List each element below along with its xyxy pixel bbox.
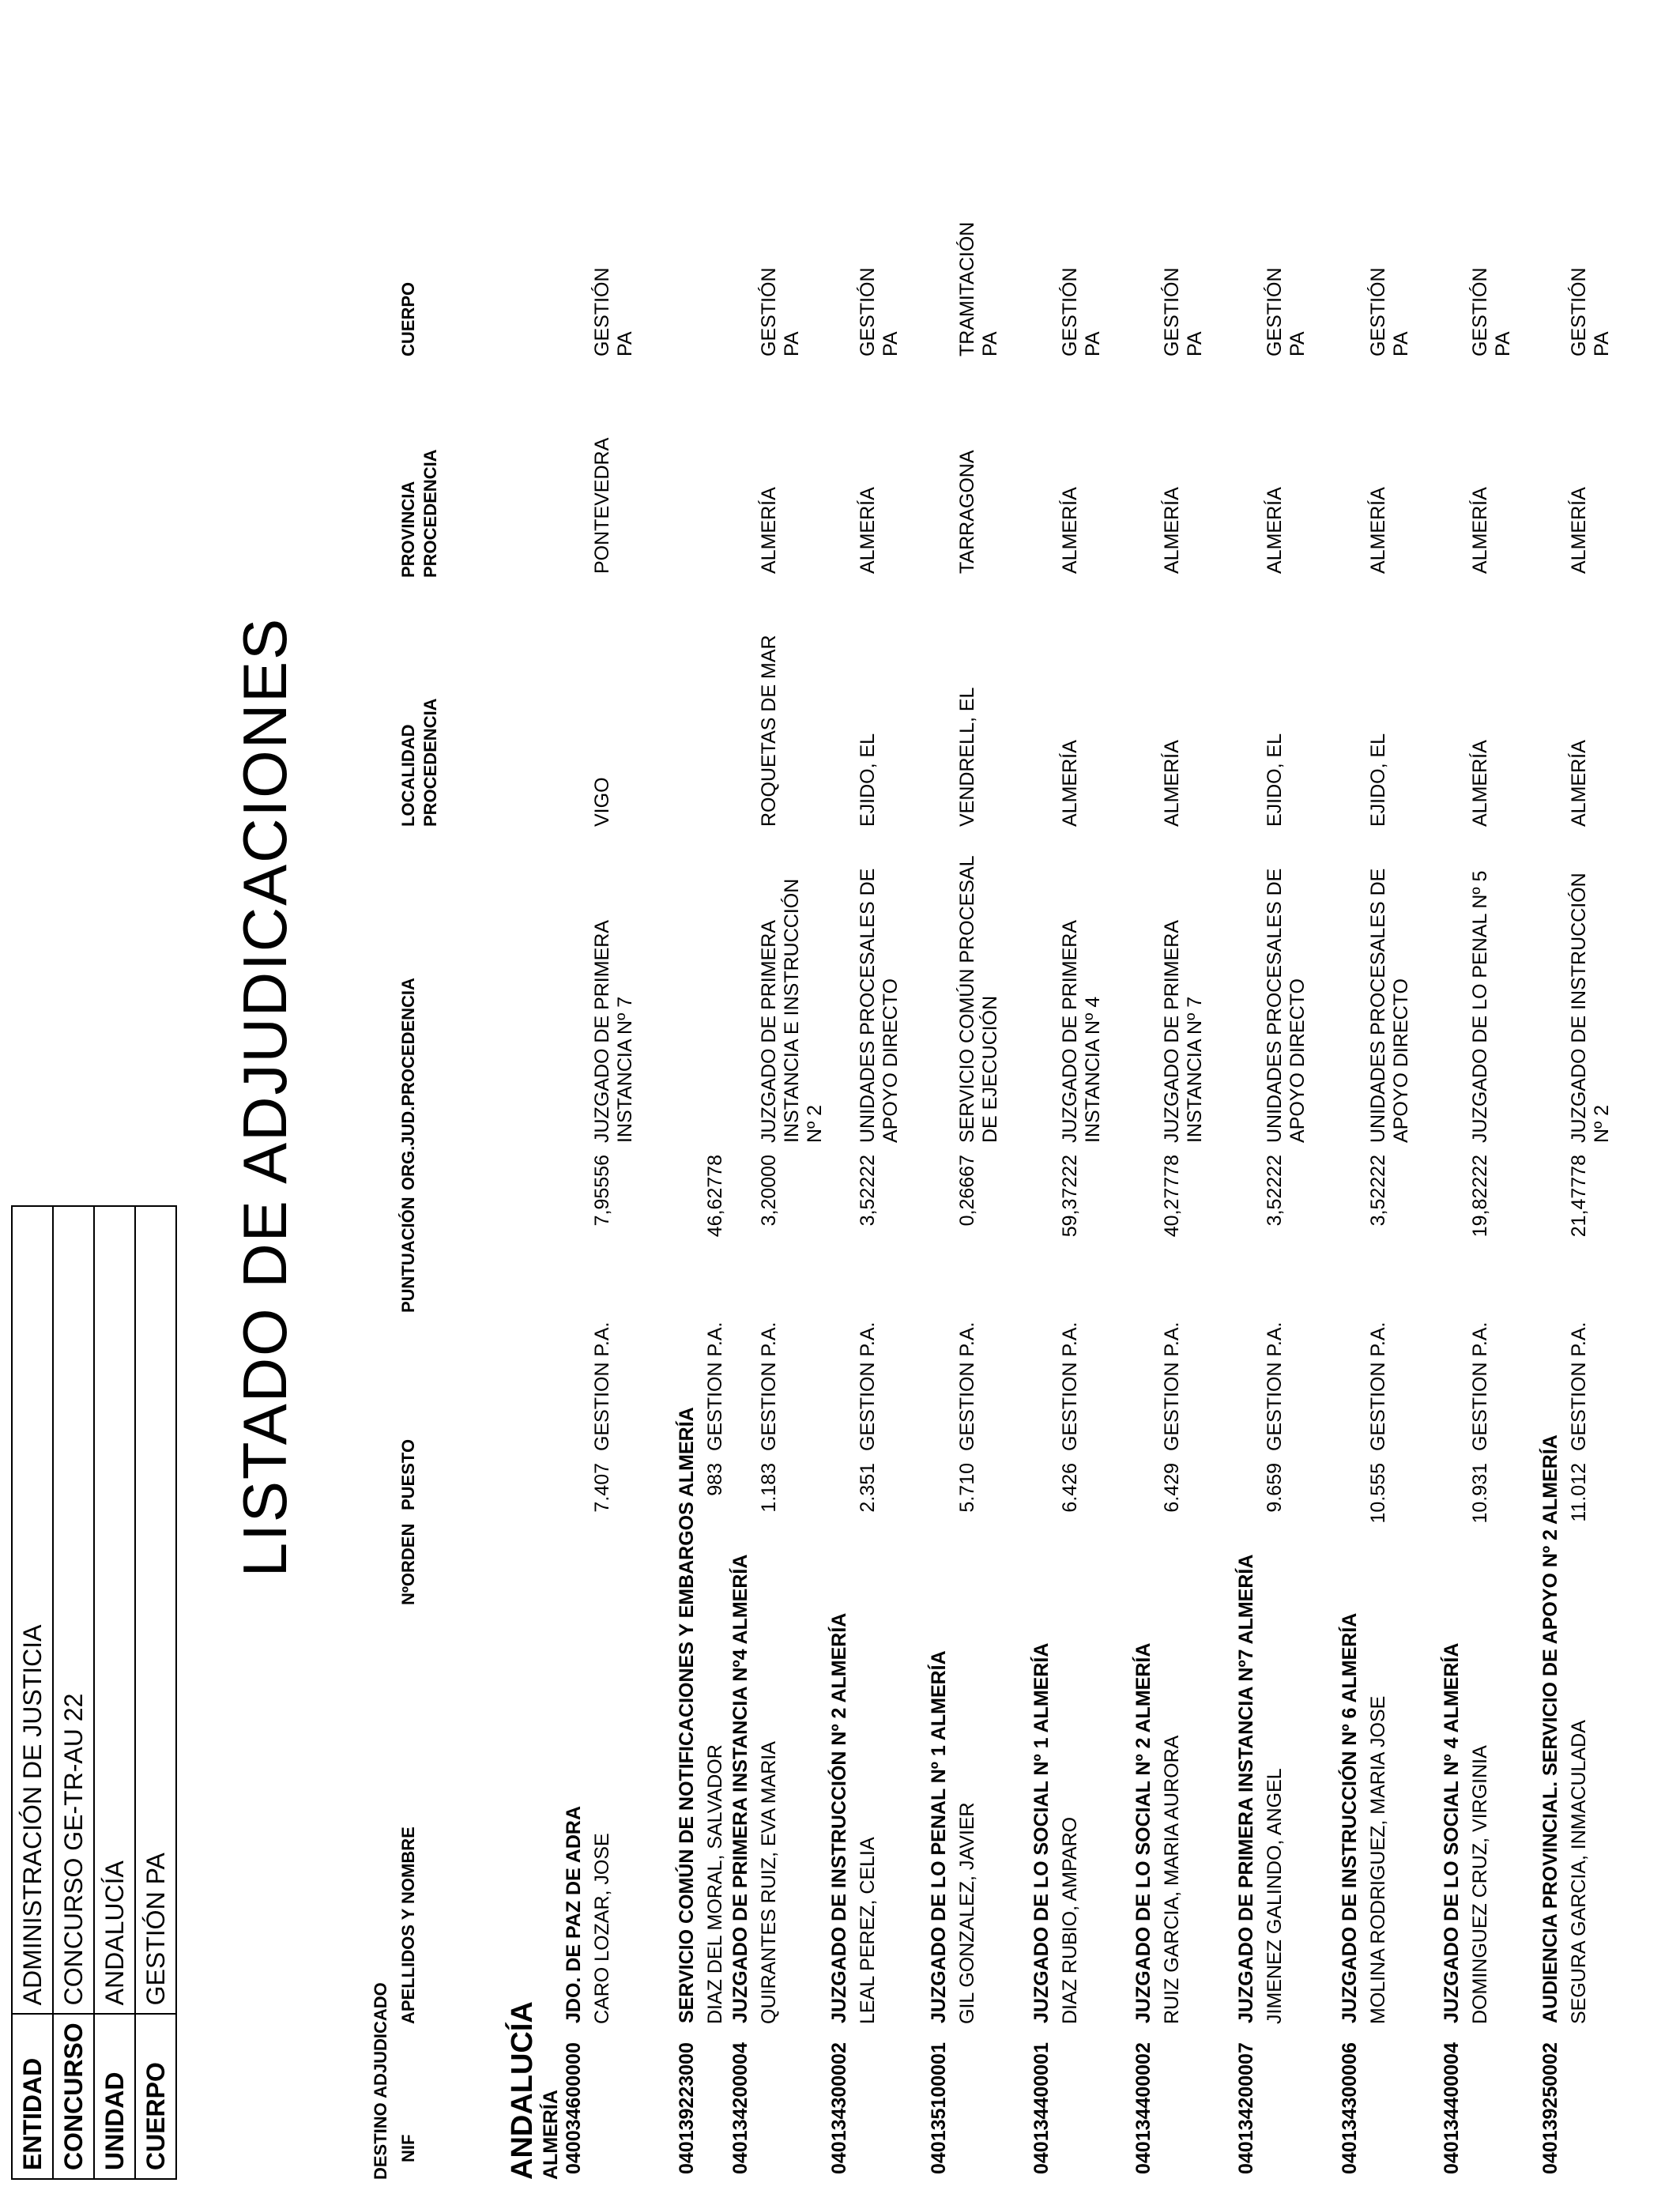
origin-court: UNIDADES PROCESALES DE APOYO DIRECTO [1367,868,1412,1143]
origin-province: PONTEVEDRA [591,437,613,574]
applicant-name: CARO LOZAR, JOSE [591,1833,613,2024]
position: GESTION P.A. [1469,1321,1491,1451]
nif: 040139250002 [1539,2042,1561,2174]
origin-locality: ROQUETAS DE MAR [758,635,780,827]
nif: 040134300002 [828,2042,850,2174]
origin-locality: EJIDO, EL [1264,733,1286,827]
destination-unit: JUZGADO DE LO PENAL Nº 1 ALMERÍA [928,1650,950,2023]
position: GESTION P.A. [1059,1321,1081,1451]
origin-province: TARRAGONA [956,450,978,574]
origin-locality: ALMERÍA [1568,740,1590,827]
body: GESTIÓN PA [1059,267,1104,356]
origin-province: ALMERÍA [1367,487,1389,574]
nif: 040134400002 [1132,2042,1155,2174]
applicant-name: QUIRANTES RUIZ, EVA MARIA [758,1741,780,2024]
order-number: 1.183 [758,1463,780,1513]
province-heading: ALMERÍA [540,2090,562,2180]
score: 3,20000 [758,1155,780,1227]
order-number: 2.351 [857,1463,879,1513]
body: GESTIÓN PA [1469,267,1514,356]
meta-row [94,1206,135,2179]
order-number: 10.931 [1469,1463,1491,1524]
origin-court: JUZGADO DE PRIMERA INSTANCIA Nº 4 [1059,921,1104,1143]
applicant-name: MOLINA RODRIGUEZ, MARIA JOSE [1367,1695,1389,2024]
applicant-name: RUIZ GARCIA, MARIA AURORA [1161,1735,1183,2024]
meta-value: GESTIÓN PA [135,1206,176,2014]
origin-province: ALMERÍA [1568,487,1590,574]
applicant-name: DOMINGUEZ CRUZ, VIRGINIA [1469,1745,1491,2024]
order-number: 11.012 [1568,1463,1590,1522]
origin-province: ALMERÍA [1059,487,1081,574]
origin-locality: EJIDO, EL [857,733,879,827]
destination-unit: JUZGADO DE INSTRUCCIÓN Nº 2 ALMERÍA [828,1612,850,2023]
score: 46,62778 [704,1155,726,1238]
destination-unit: JDO. DE PAZ DE ADRA [563,1805,585,2023]
position: GESTION P.A. [1161,1321,1183,1451]
body: GESTIÓN PA [1568,267,1613,356]
order-number: 5.710 [956,1463,978,1513]
header-apellidos: APELLIDOS Y NOMBRE [398,1826,418,2024]
body: GESTIÓN PA [758,267,803,356]
meta-row [12,1206,53,2179]
header-puntuacion: PUNTUACIÓN [398,1197,418,1313]
header-provincia: PROVINCIA PROCEDENCIA [398,449,440,578]
score: 0,26667 [956,1155,978,1227]
nif: 040135100001 [928,2042,950,2174]
nif: 040134400004 [1441,2042,1463,2174]
order-number: 10.555 [1367,1463,1389,1524]
score: 3,52222 [857,1155,879,1227]
order-number: 983 [704,1463,726,1496]
origin-province: ALMERÍA [1469,487,1491,574]
origin-locality: VENDRELL, EL [956,687,978,827]
meta-row [53,1206,94,2179]
destination-unit: JUZGADO DE PRIMERA INSTANCIA Nº4 ALMERÍA [729,1554,751,2023]
region-heading: ANDALUCÍA [506,2001,539,2180]
position: GESTION P.A. [758,1321,780,1451]
header-cuerpo: CUERPO [398,281,418,356]
meta-label: CUERPO [135,2014,176,2179]
origin-court: JUZGADO DE INSTRUCCIÓN Nº 2 [1568,873,1613,1143]
header-orden: NºORDEN [398,1523,418,1605]
origin-province: ALMERÍA [758,487,780,574]
meta-value: ANDALUCÍA [94,1206,135,2014]
body: GESTIÓN PA [1161,267,1206,356]
page-title: LISTADO DE ADJUDICACIONES [230,616,299,1578]
nif: 040134200004 [729,2042,751,2174]
origin-court: UNIDADES PROCESALES DE APOYO DIRECTO [1264,868,1309,1143]
score: 40,27778 [1161,1155,1183,1238]
destination-unit: JUZGADO DE LO SOCIAL Nº 4 ALMERÍA [1441,1642,1463,2023]
origin-court: JUZGADO DE PRIMERA INSTANCIA Nº 7 [1161,921,1206,1143]
nif: 040134200007 [1235,2042,1257,2174]
position: GESTION P.A. [1568,1321,1590,1451]
header-org: ORG.JUD.PROCEDENCIA [398,978,418,1190]
origin-province: ALMERÍA [857,487,879,574]
position: GESTION P.A. [591,1321,613,1451]
order-number: 6.426 [1059,1463,1081,1513]
body: GESTIÓN PA [591,267,636,356]
destination-unit: SERVICIO COMÚN DE NOTIFICACIONES Y EMBARGOS ALMERÍA [676,1407,698,2023]
header-localidad: LOCALIDAD PROCEDENCIA [398,698,440,827]
meta-row [135,1206,176,2179]
body: TRAMITACIÓN PA [956,221,1001,356]
nif: 040134300006 [1339,2042,1361,2174]
position: GESTION P.A. [1264,1321,1286,1451]
origin-locality: ALMERÍA [1469,740,1491,827]
destination-unit: JUZGADO DE PRIMERA INSTANCIA Nº7 ALMERÍA [1235,1554,1257,2023]
order-number: 6.429 [1161,1463,1183,1513]
score: 59,37222 [1059,1155,1081,1238]
origin-court: JUZGADO DE PRIMERA INSTANCIA E INSTRUCCIÓN Nº 2 [758,878,826,1143]
header-nif: NIF [398,2134,418,2162]
origin-locality: ALMERÍA [1161,740,1183,827]
destination-unit: AUDIENCIA PROVINCIAL. SERVICIO DE APOYO Nº 2 ALMERÍA [1539,1434,1561,2023]
origin-court: SERVICIO COMÚN PROCESAL DE EJECUCIÓN [956,856,1001,1143]
body: GESTIÓN PA [857,267,902,356]
origin-court: JUZGADO DE PRIMERA INSTANCIA Nº 7 [591,921,636,1143]
nif: 040139223000 [676,2042,698,2174]
metadata-table [11,1205,177,2180]
score: 19,82222 [1469,1155,1491,1238]
applicant-name: LEAL PEREZ, CELIA [857,1837,879,2024]
origin-province: ALMERÍA [1264,487,1286,574]
order-number: 9.659 [1264,1463,1286,1513]
applicant-name: DIAZ DEL MORAL, SALVADOR [704,1744,726,2024]
position: GESTION P.A. [956,1321,978,1451]
meta-value: CONCURSO GE-TR-AU 22 [53,1206,94,2014]
position: GESTION P.A. [704,1321,726,1451]
meta-label: CONCURSO [53,2014,94,2179]
applicant-name: SEGURA GARCIA, INMACULADA [1568,1720,1590,2024]
order-number: 7.407 [591,1463,613,1513]
score: 21,47778 [1568,1155,1590,1238]
body: GESTIÓN PA [1367,267,1412,356]
header-puesto: PUESTO [398,1438,418,1510]
nif: 040134400001 [1030,2042,1053,2174]
position: GESTION P.A. [857,1321,879,1451]
body: GESTIÓN PA [1264,267,1309,356]
origin-locality: EJIDO, EL [1367,733,1389,827]
meta-label: ENTIDAD [12,2014,53,2179]
applicant-name: DIAZ RUBIO, AMPARO [1059,1816,1081,2024]
score: 3,52222 [1264,1155,1286,1227]
destination-unit: JUZGADO DE INSTRUCCIÓN Nº 6 ALMERÍA [1339,1612,1361,2023]
nif: 040034600000 [563,2042,585,2174]
meta-label: UNIDAD [94,2014,135,2179]
origin-locality: VIGO [591,777,613,827]
position: GESTION P.A. [1367,1321,1389,1451]
origin-locality: ALMERÍA [1059,740,1081,827]
score: 3,52222 [1367,1155,1389,1227]
destination-unit: JUZGADO DE LO SOCIAL Nº 1 ALMERÍA [1030,1642,1053,2023]
applicant-name: GIL GONZALEZ, JAVIER [956,1802,978,2024]
origin-province: ALMERÍA [1161,487,1183,574]
origin-court: UNIDADES PROCESALES DE APOYO DIRECTO [857,868,902,1143]
header-destino: DESTINO ADJUDICADO [371,1982,390,2180]
origin-court: JUZGADO DE LO PENAL Nº 5 [1469,870,1491,1143]
destination-unit: JUZGADO DE LO SOCIAL Nº 2 ALMERÍA [1132,1642,1155,2023]
applicant-name: JIMENEZ GALINDO, ANGEL [1264,1768,1286,2024]
meta-value: ADMINISTRACIÓN DE JUSTICIA [12,1206,53,2014]
score: 7,95556 [591,1155,613,1227]
